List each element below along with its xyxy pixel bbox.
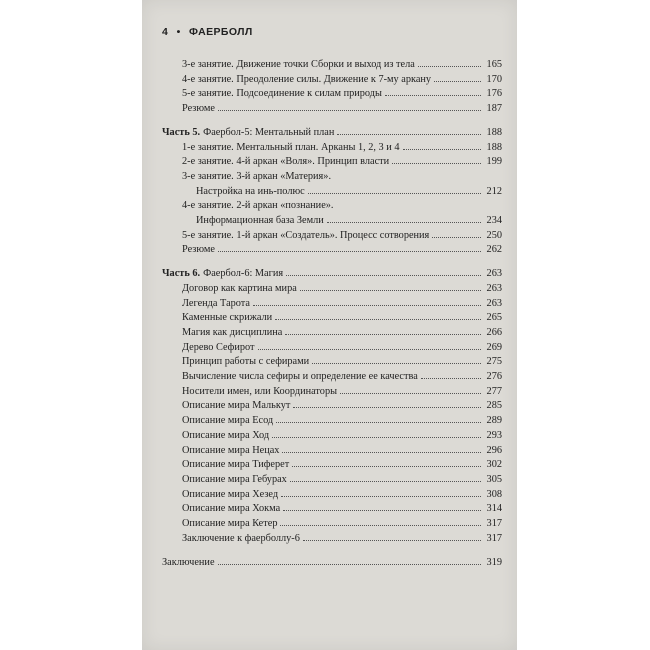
toc-entry-page: 317 — [486, 518, 502, 530]
toc-entry[interactable] — [162, 488, 502, 503]
dot-leader — [418, 66, 481, 67]
header-separator: • — [176, 26, 181, 38]
dot-leader — [276, 422, 481, 423]
part6-entries — [162, 282, 502, 547]
toc-entry-page: 265 — [486, 312, 502, 324]
toc-entry-title: Резюме — [182, 244, 215, 256]
dot-leader — [385, 95, 481, 96]
toc-entry-page: 263 — [486, 268, 502, 280]
toc-entry-page: 266 — [486, 326, 502, 338]
toc-entry[interactable] — [162, 141, 502, 156]
dot-leader — [282, 452, 481, 453]
toc-entry-title: Договор как картина мира — [182, 282, 297, 294]
toc-entry-page: 262 — [486, 244, 502, 256]
toc-entry-page: 302 — [486, 459, 502, 471]
dot-leader — [392, 163, 481, 164]
dot-leader — [421, 378, 481, 379]
dot-leader — [327, 222, 481, 223]
dot-leader — [303, 540, 481, 541]
toc-entry-page: 263 — [486, 297, 502, 309]
toc-entry-title: Резюме — [182, 103, 215, 115]
dot-leader — [218, 110, 481, 111]
toc-entry-title: Описание мира Ход — [182, 429, 270, 441]
toc-entry-page: 199 — [486, 156, 502, 168]
dot-leader — [290, 481, 481, 482]
dot-leader — [292, 466, 481, 467]
toc-entry-page: 263 — [486, 282, 502, 294]
table-of-contents — [162, 58, 502, 570]
toc-part-heading[interactable] — [162, 126, 502, 141]
toc-entry[interactable] — [162, 199, 502, 214]
dot-leader — [340, 393, 481, 394]
toc-entry-page: 305 — [486, 473, 502, 485]
toc-entry-page: 277 — [486, 385, 502, 397]
toc-entry-page: 296 — [486, 444, 502, 456]
part-name: Фаербол-6: Магия — [203, 268, 284, 280]
section-gap — [162, 117, 502, 126]
toc-entry[interactable] — [162, 532, 502, 547]
toc-part-title — [162, 126, 334, 141]
dot-leader — [258, 349, 482, 350]
header-page-number: 4 — [162, 26, 169, 38]
toc-entry-title: Описание мира Хезед — [182, 488, 279, 500]
dot-leader — [300, 290, 481, 291]
toc-entry[interactable] — [162, 444, 502, 459]
toc-entry[interactable] — [162, 282, 502, 297]
dot-leader — [308, 193, 481, 194]
toc-entry-title: Заключение — [162, 556, 215, 568]
part-name: Фаербол-5: Ментальный план — [203, 126, 335, 138]
dot-leader — [218, 564, 481, 565]
toc-entry-page: 250 — [486, 229, 502, 241]
toc-entry[interactable] — [162, 414, 502, 429]
toc-entry-title: 2-е занятие. 4-й аркан «Воля». Принцип власти — [182, 156, 390, 168]
dot-leader — [434, 81, 481, 82]
toc-entry[interactable] — [162, 385, 502, 400]
toc-entry-page: 276 — [486, 371, 502, 383]
toc-entry[interactable] — [162, 87, 502, 102]
toc-entry[interactable] — [162, 355, 502, 370]
toc-entry-title: Магия как дисциплина — [182, 326, 283, 338]
toc-entry-continuation[interactable] — [162, 185, 502, 200]
section-gap — [162, 547, 502, 556]
toc-entry-title: 3-е занятие. Движение точки Сборки и выход из тела — [182, 59, 415, 70]
toc-entry-title: Описание мира Есод — [182, 415, 274, 427]
toc-entry-title: 5-е занятие. 1-й аркан «Создатель». Процесс сотворения — [182, 229, 430, 241]
toc-entry-title: Информационная база Земли — [196, 215, 324, 227]
toc-entry-title: Носители имен, или Координаторы — [182, 385, 338, 397]
toc-entry-title: Описание мира Нецах — [182, 444, 280, 456]
book-page — [142, 0, 517, 650]
running-header — [162, 26, 253, 38]
toc-part-title — [162, 267, 283, 282]
toc-entry-page: 165 — [486, 59, 502, 70]
toc-entry-page: 275 — [486, 356, 502, 368]
toc-entry-page: 187 — [486, 103, 502, 115]
toc-entry-title: Вычисление числа сефиры и определение ее качества — [182, 371, 418, 383]
toc-entry-page: 314 — [486, 503, 502, 515]
toc-entry-title: Легенда Тарота — [182, 297, 250, 309]
header-book-title: ФАЕРБОЛЛ — [188, 26, 253, 38]
toc-entry-title: Настройка на инь-полюс — [196, 185, 305, 197]
toc-entry-page: 269 — [486, 341, 502, 353]
toc-entry-title: Описание мира Малькут — [182, 400, 291, 412]
toc-entry[interactable] — [162, 155, 502, 170]
toc-entry-page: 308 — [486, 488, 502, 500]
toc-entry[interactable] — [162, 326, 502, 341]
toc-entry[interactable] — [162, 102, 502, 117]
toc-entry[interactable] — [162, 73, 502, 88]
dot-leader — [293, 407, 481, 408]
toc-entry-page: 188 — [486, 126, 502, 138]
dot-leader — [272, 437, 481, 438]
toc-part-heading[interactable] — [162, 267, 502, 282]
part-label: Часть 6. — [162, 268, 201, 280]
toc-entry[interactable] — [162, 58, 502, 73]
part-label: Часть 5. — [162, 126, 201, 138]
dot-leader — [285, 334, 481, 335]
toc-entry-page: 289 — [486, 415, 502, 427]
toc-entry-page: 212 — [486, 185, 502, 197]
toc-entry[interactable] — [162, 170, 502, 185]
toc-entry-title: 1-е занятие. Ментальный план. Арканы 1, 2, 3 и 4 — [182, 141, 400, 153]
dot-leader — [281, 496, 481, 497]
dot-leader — [283, 510, 481, 511]
toc-entry[interactable] — [162, 473, 502, 488]
toc-entry-title: Описание мира Тиферет — [182, 459, 290, 471]
toc-entry[interactable] — [162, 243, 502, 258]
toc-entry-page: 176 — [486, 88, 502, 100]
toc-entry[interactable] — [162, 297, 502, 312]
dot-leader — [280, 525, 481, 526]
dot-leader — [403, 149, 481, 150]
toc-entry[interactable] — [162, 429, 502, 444]
toc-entry-title: Каменные скрижали — [182, 312, 273, 324]
toc-entry-title: 5-е занятие. Подсоединение к силам природы — [182, 88, 382, 100]
toc-entry-page: 319 — [486, 556, 502, 568]
toc-entry[interactable] — [162, 399, 502, 414]
toc-entry[interactable] — [162, 229, 502, 244]
dot-leader — [218, 251, 481, 252]
dot-leader — [275, 319, 481, 320]
toc-entry-title: Заключение к фаерболлу-6 — [182, 532, 300, 544]
toc-entry-title: 4-е занятие. 2-й аркан «познание». — [182, 200, 334, 212]
toc-entry-title: Описание мира Кетер — [182, 518, 278, 530]
toc-entry-page: 234 — [486, 215, 502, 227]
toc-entry-page: 293 — [486, 429, 502, 441]
dot-leader — [253, 305, 481, 306]
toc-entry[interactable] — [162, 458, 502, 473]
toc-entry[interactable] — [162, 341, 502, 356]
toc-entry-title: Описание мира Гебурах — [182, 473, 287, 485]
dot-leader — [312, 363, 481, 364]
section-gap — [162, 258, 502, 267]
toc-entry-page: 188 — [486, 141, 502, 153]
toc-entry-title: 4-е занятие. Преодоление силы. Движение к 7-му аркану — [182, 73, 432, 85]
dot-leader — [286, 275, 481, 276]
toc-entry-page: 170 — [486, 73, 502, 85]
toc-entry[interactable] — [162, 370, 502, 385]
toc-entry[interactable] — [162, 517, 502, 532]
toc-entry-continuation[interactable] — [162, 214, 502, 229]
dot-leader — [432, 237, 481, 238]
toc-entry-page: 317 — [486, 532, 502, 544]
toc-entry[interactable] — [162, 502, 502, 517]
toc-entry-title: Принцип работы с сефирами — [182, 356, 310, 368]
toc-entry-title: Описание мира Хокма — [182, 503, 281, 515]
toc-entry-title: Дерево Сефирот — [182, 341, 255, 353]
toc-entry[interactable] — [162, 311, 502, 326]
toc-entry-page: 285 — [486, 400, 502, 412]
dot-leader — [337, 134, 481, 135]
toc-entry-conclusion[interactable] — [162, 556, 502, 571]
toc-entry-title: 3-е занятие. 3-й аркан «Материя». — [182, 170, 332, 182]
